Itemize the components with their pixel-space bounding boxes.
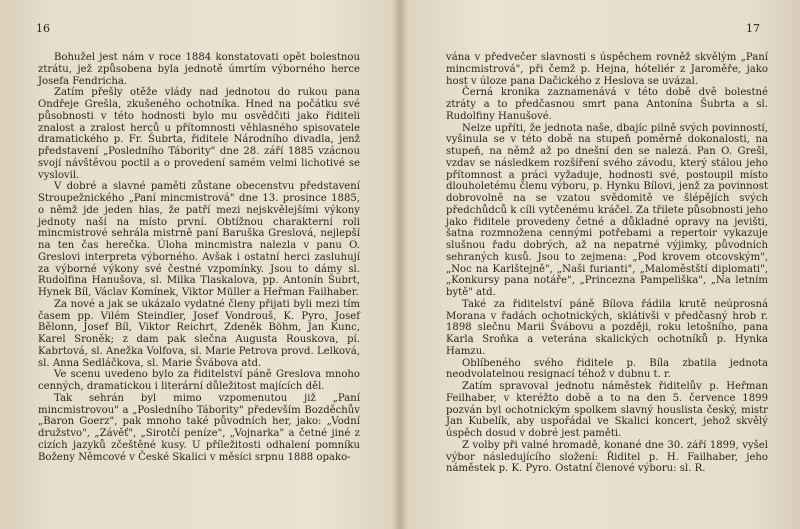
- paragraph: Bohužel jest nám v roce 1884 konstatovati opět bolestnou ztrátu, jež způsobena byla jednotě úmrtím výborného herce Josefa Fendricha.: [38, 52, 360, 87]
- paragraph: Oblíbeného svého řiditele p. Bíla zbatila jednota neodvolatelnou resignací téhož v dubnu t. r.: [446, 357, 768, 381]
- paragraph: Tak sehrán byl mimo vzpomenutou již „Paní mincmistrovou" a „Posledního Tábority" především Bozděchův „Baron Goerz", pak mnoho také původních her, jako: „Vodní družstvo", „Závěť", „Sirotčí peníze", „Vojnarka" a četné jiné z cizích jazyků zčeštěné kusy. U příležitosti odhalení pomníku Boženy Němcové v České Skalici v měsíci srpnu 1888 opako-: [38, 392, 360, 463]
- paragraph: Za nové a jak se ukázalo vydatné členy přijati byli mezi tím časem pp. Vilém Steindler, Josef Vondrouš, K. Pyro, Josef Bělonn, Josef Bíl, Viktor Reichrt, Zdeněk Böhm, Jan Kunc, Karel Sroněk; z dam pak slečna Augusta Rouskova, pí. Kabrtová, sl. Anežka Volfova, sl. Marie Petrova provd. Lelková, sl. Anna Sedláčkova, sl. Marie Švábova atd.: [38, 298, 360, 369]
- paragraph: Zatím spravoval jednotu náměstek řiditelův p. Heřman Feilhaber, v kteréžto době a to na den 5. července 1899 pozván byl ochotnickým spolkem slavný houslista český, mistr Jan Kubelík, aby uspořádal ve Skalici koncert, jehož skvělý úspěch dosud v dobré jest paměti.: [446, 381, 768, 439]
- paragraph: Ve scenu uvedeno bylo za řiditelství páně Greslova mnoho cenných, dramatickou i literární důležitost majících děl.: [38, 369, 360, 392]
- paragraph: Z volby při valné hromadě, konané dne 30. září 1899, vyšel výbor následujícího složení: Řiditel p. H. Failhaber, jeho náměstek p. K. Pyro. Ostatní členové výboru: sl. R.: [446, 439, 768, 475]
- page-number: 17: [746, 22, 760, 35]
- right-page: [404, 0, 800, 529]
- page-body: [446, 52, 768, 475]
- page-number: 16: [36, 22, 50, 35]
- paragraph: V dobré a slavné paměti zůstane obecenstvu představení Stroupežnického „Paní mincmistrová" dne 13. prosince 1885, o němž jde jeden hlas, že patří mezi nejskvělejšími výkony jednoty naší na místo první. Obtížnou charakterní roli mincmistrové sehrála mistrně paní Baruška Greslová, nejlepší na ten čas herečka. Úloha mincmistra nalezla v panu O. Greslovi interpreta výborného. Avšak i ostatní herci zasluhují za výborné výkony své čestné vzpomínky. Jsou to dámy sl. Rudolfina Hanušova, sl. Milka Tlaskalova, pp. Antonín Šubrt, Hynek Bíl, Václav Komínek, Viktor Müller a Heřman Failhaber.: [38, 181, 360, 298]
- page-body: [38, 52, 360, 463]
- paragraph: Zatím přešly otěže vlády nad jednotou do rukou pana Ondřeje Grešla, zkušeného ochotníka. Hned na počátku své působnosti v této hodnosti bylo mu osvědčiti jako řiditeli znalost a zralost herců u přítomnosti věhlasného spisovatele dramatického p. Fr. Šubrta, řiditele Národního divadla, jenž představení „Posledního Tábority" dne 28. září 1885 vzácnou svojí návštěvou poctil a o provedení samém velmi lichotivé se vyslovil.: [38, 87, 360, 181]
- paragraph: Černá kronika zaznamenává v této době dvě bolestné ztráty a to předčasnou smrt pana Antonína Šubrta a sl. Rudolfiny Hanušové.: [446, 87, 768, 122]
- paragraph: Nelze upříti, že jednota naše, dbajíc pilně svých povinností, vyšinula se v této době na stupeň poměrně dokonalosti, na stupeň, na němž až po dnešní den se nalezá. Pan O. Grešl, vzdav se následkem rozšíření svého závodu, který stálou jeho přítomnost a práci vyžaduje, hodnosti své, postoupil místo dlouholetému členu výboru, p. Hynku Bílovi, jenž za povinnost dobrovolně na se vzatou svědomitě ve šlépějích svých předchůdců k cíli vytčenému kráčel. Za třilete působnosti jeho jako řiditele provedeny četné a důkladné opravy na jevišti, šatna rozmnožena cennými potřebami a repertoir vykazuje slušnou řadu dobrých, až na nepatrné výjimky, původních sehraných kusů. Jsou to zejmena: „Pod krovem otcovským", „Noc na Karlštejně", „Naši furianti", „Maloměstští diplomati", „Konkursy pana notáře", „Princezna Pampeliška", „Na letním bytě" atd.: [446, 122, 768, 298]
- paragraph: vána v předvečer slavnosti s úspěchem rovněž skvělým „Paní mincmistrová", při čemž p. Hejna, hóteliér z Jaroměře, jako host v úloze pana Dačického z Heslova se uvázal.: [446, 52, 768, 87]
- paragraph: Také za řiditelství páně Bílova řádila krutě neúprosná Morana v řadách ochotnických, sklátivši v předčasný hrob r. 1898 slečnu Marii Švábovu a později, roku letošního, pana Karla Sroňka a veterána skalických ochotníků p. Hynka Hamzu.: [446, 298, 768, 357]
- left-page: [0, 0, 396, 529]
